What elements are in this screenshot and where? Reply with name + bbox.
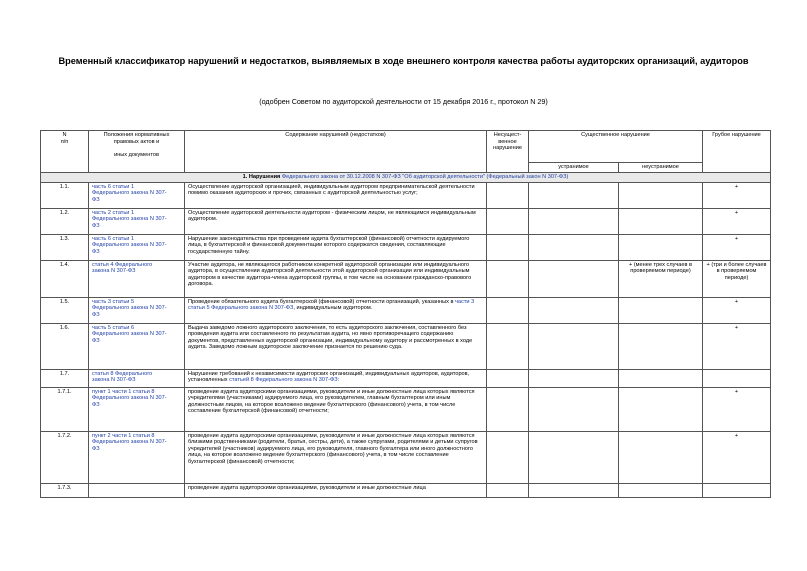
provision-link[interactable]: часть 5 статьи 6 Федерального закона N 307- ФЗ [89, 323, 185, 369]
row-content: Выдача заведомо ложного аудиторского заключения, то есть аудиторского заключения, составленного без проведения аудита или составленного по результатам аудита, но явно противоречащего содержанию документов, представленных аудиторской организации, индивидуальному аудитору и рассмотренных в ходе аудита. Заведомо ложным аудиторское заключение признается по решению суда. [185, 323, 487, 369]
mark-irremediable [619, 234, 703, 260]
mark-insignificant [487, 387, 529, 431]
mark-remediable [529, 387, 619, 431]
section-label: 1. Нарушения [242, 174, 282, 180]
mark-insignificant [487, 260, 529, 297]
mark-irremediable: + (менее трех случаев в проверяемом периоде) [619, 260, 703, 297]
table-row [41, 483, 771, 497]
table-row [41, 234, 771, 260]
mark-remediable [529, 208, 619, 234]
row-num: 1.4. [41, 260, 89, 297]
table-row [41, 297, 771, 323]
content-text: : [337, 377, 340, 384]
law-short-link[interactable]: (Федеральный закон N 307-ФЗ) [484, 174, 569, 180]
provision-link[interactable]: пункт 2 части 1 статьи 8 Федерального закона N 307- ФЗ [89, 431, 185, 483]
mark-insignificant [487, 431, 529, 483]
mark-gross: + [703, 387, 771, 431]
content-law-link[interactable]: статьей 8 Федерального закона N 307-ФЗ [229, 377, 338, 384]
mark-irremediable [619, 208, 703, 234]
mark-insignificant [487, 323, 529, 369]
content-text: Проведение обязательного аудита бухгалтерской (финансовой) отчетности организаций, указанных в [188, 298, 456, 305]
document-title: Временный классификатор нарушений и недостатков, выявляемых в ходе внешнего контроля качества работы аудиторских организаций, аудиторов [58, 56, 749, 66]
mark-insignificant [487, 234, 529, 260]
row-num: 1.7. [41, 369, 89, 387]
row-content: проведение аудита аудиторскими организациями, руководители и иные должностные лица которых являются учредителями (участниками) аудируемого лица, его руководителем, главным бухгалтером или иным должностным лицом, на которое возложено ведение бухгалтерского (финансового) учета, в том числе составление бухгалтерской (финансовой) отчетности; [185, 387, 487, 431]
provision-link[interactable]: статья 4 Федерального закона N 307-ФЗ [89, 260, 185, 297]
mark-gross: + [703, 297, 771, 323]
mark-remediable [529, 483, 619, 497]
mark-insignificant [487, 208, 529, 234]
provision-link[interactable] [89, 483, 185, 497]
header-row [41, 131, 771, 163]
mark-insignificant [487, 297, 529, 323]
mark-insignificant [487, 182, 529, 208]
header-provisions: Положения нормативных правовых актов и иных документов [89, 131, 185, 173]
row-num: 1.2. [41, 208, 89, 234]
section-row [41, 173, 771, 183]
mark-irremediable [619, 387, 703, 431]
mark-remediable [529, 234, 619, 260]
mark-remediable [529, 323, 619, 369]
document-subtitle: (одобрен Советом по аудиторской деятельности от 15 декабря 2016 г., протокол N 29) [259, 97, 548, 106]
mark-gross [703, 483, 771, 497]
header-remediable: устранимое [529, 163, 619, 173]
table-row [41, 208, 771, 234]
header-num: N п/п [41, 131, 89, 173]
row-content: проведение аудита аудиторскими организациями, руководители и иные должностные лица [185, 483, 487, 497]
row-content: Осуществление аудиторской организацией, индивидуальным аудитором предпринимательской деятельности помимо оказания аудиторских и прочих, связанных с аудиторской деятельностью услуг; [185, 182, 487, 208]
section-title [41, 173, 771, 183]
row-content [185, 297, 487, 323]
row-content: Участие аудитора, не являющегося работником конкретной аудиторской организации или индивидуального аудитора, в осуществлении аудиторской деятельности этой аудиторской организации или индивидуальным аудитором в качестве аудитора-члена аудиторской группы, в том числе на основании гражданско-правового договора. [185, 260, 487, 297]
mark-gross: + (три и более случаев в проверяемом периоде) [703, 260, 771, 297]
mark-irremediable [619, 323, 703, 369]
provision-link[interactable]: часть 6 статьи 1 Федерального закона N 307- ФЗ [89, 182, 185, 208]
row-content: Нарушение законодательства при проведении аудита бухгалтерской (финансовой) отчетности аудируемого лица, в бухгалтерской и финансовой документации которого содержатся сведения, составляющие государственную тайну. [185, 234, 487, 260]
table-row [41, 369, 771, 387]
mark-irremediable [619, 369, 703, 387]
provision-link[interactable]: часть 2 статьи 1 Федерального закона N 307- ФЗ [89, 208, 185, 234]
mark-remediable [529, 182, 619, 208]
table-row [41, 387, 771, 431]
mark-remediable [529, 369, 619, 387]
header-insignificant: Несущест- венное нарушение [487, 131, 529, 173]
mark-gross: + [703, 323, 771, 369]
mark-irremediable [619, 431, 703, 483]
mark-remediable [529, 260, 619, 297]
row-num: 1.6. [41, 323, 89, 369]
mark-gross: + [703, 234, 771, 260]
table-row [41, 182, 771, 208]
row-content [185, 369, 487, 387]
mark-gross [703, 369, 771, 387]
row-content: проведение аудита аудиторскими организациями, руководители и иные должностные лица которых являются близкими родственниками (родители, братья, сестры, дети), а также супругами, родителями и детьми супругов учредителей (участников) аудируемого лица, его руководителя, главного бухгалтера или иного должностного лица, на которое возложено ведение бухгалтерского (финансового) учета, в том числе составление бухгалтерской (финансовой) отчетности; [185, 431, 487, 483]
row-num: 1.7.2. [41, 431, 89, 483]
row-num: 1.5. [41, 297, 89, 323]
mark-gross: + [703, 431, 771, 483]
content-law-link[interactable]: части 3 статьи 5 Федерального закона N 307-ФЗ [188, 298, 475, 312]
mark-remediable [529, 431, 619, 483]
header-significant: Существенное нарушение [529, 131, 703, 163]
mark-gross: + [703, 208, 771, 234]
violations-table [40, 130, 771, 498]
header-gross: Грубое нарушение [703, 131, 771, 173]
mark-insignificant [487, 369, 529, 387]
header-irremediable: неустранимое [619, 163, 703, 173]
provision-link[interactable]: пункт 1 части 1 статьи 8 Федерального закона N 307- ФЗ [89, 387, 185, 431]
row-num: 1.7.1. [41, 387, 89, 431]
mark-remediable [529, 297, 619, 323]
provision-link[interactable]: статья 8 Федерального закона N 307-ФЗ [89, 369, 185, 387]
mark-irremediable [619, 182, 703, 208]
table-row [41, 323, 771, 369]
table-row [41, 260, 771, 297]
header-content: Содержание нарушений (недостатков) [185, 131, 487, 173]
mark-irremediable [619, 483, 703, 497]
provision-link[interactable]: часть 6 статьи 1 Федерального закона N 307- ФЗ [89, 234, 185, 260]
law-link[interactable]: Федерального закона от 30.12.2008 N 307-ФЗ "Об аудиторской деятельности" [281, 174, 485, 180]
provision-link[interactable]: часть 3 статьи 5 Федерального закона N 307- ФЗ [89, 297, 185, 323]
row-content: Осуществление аудиторской деятельности аудитором - физическим лицом, не являющимся индивидуальным аудитором. [185, 208, 487, 234]
mark-irremediable [619, 297, 703, 323]
content-text: Нарушение требований к независимости аудиторских организаций, индивидуальных аудиторов, аудиторов, установленных [188, 370, 470, 384]
table-row [41, 431, 771, 483]
mark-insignificant [487, 483, 529, 497]
row-num: 1.3. [41, 234, 89, 260]
row-num: 1.7.3. [41, 483, 89, 497]
mark-gross: + [703, 182, 771, 208]
content-text: , индивидуальным аудитором. [293, 305, 373, 312]
row-num: 1.1. [41, 182, 89, 208]
